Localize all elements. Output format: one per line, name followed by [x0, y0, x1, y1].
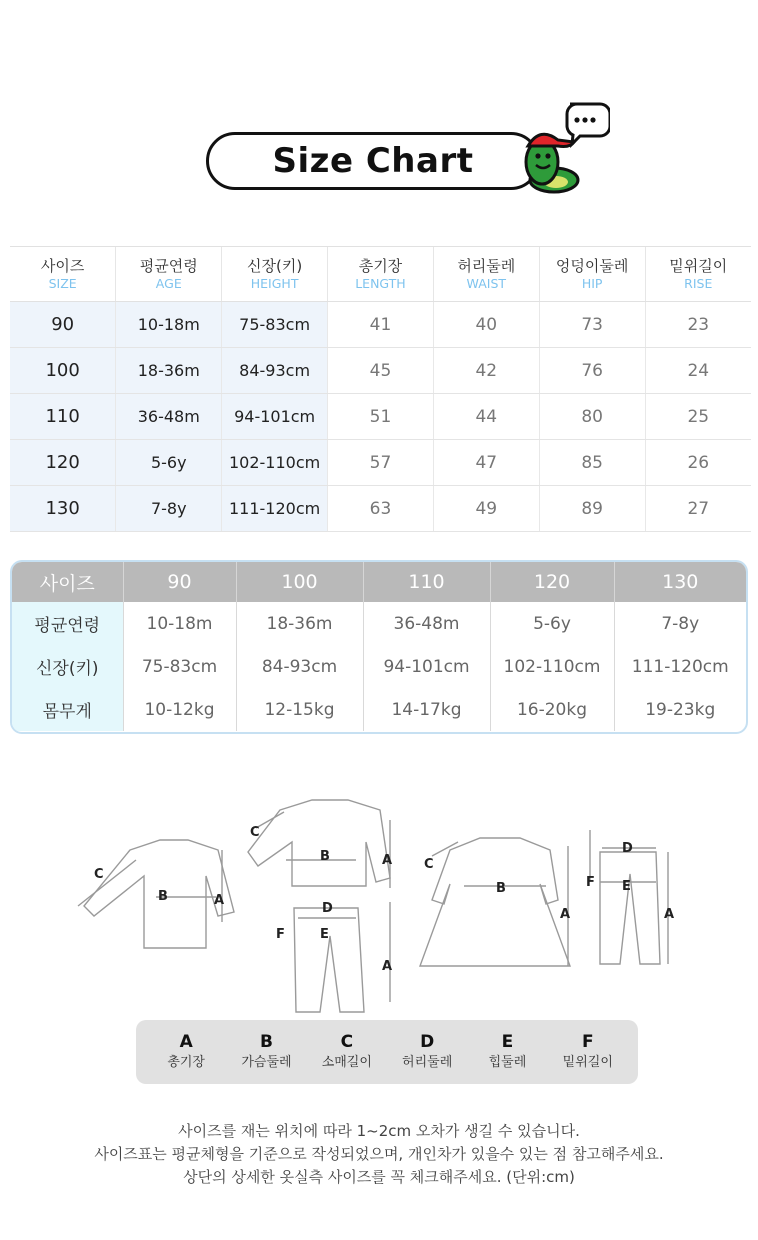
cell-age: 5-6y [116, 440, 222, 486]
cell-waist: 40 [433, 302, 539, 348]
table-row [10, 348, 751, 394]
guide-row-weight [12, 688, 746, 731]
cell-length: 45 [328, 348, 434, 394]
guide-size-90: 90 [123, 562, 236, 602]
cell-waist: 42 [433, 348, 539, 394]
page-title: Size Chart [272, 141, 474, 181]
cell-rise: 24 [645, 348, 751, 394]
caterpillar-mascot-icon [518, 100, 610, 196]
legend-item: F 밑위길이 [562, 1032, 613, 1070]
header-hip: 엉덩이둘레 HIP [539, 247, 645, 302]
guide-cell: 5-6y [490, 602, 614, 645]
svg-text:A: A [664, 907, 675, 922]
note-line: 상단의 상세한 옷실측 사이즈를 꼭 체크해주세요. (단위:cm) [183, 1168, 575, 1186]
table-row [10, 394, 751, 440]
svg-text:E: E [622, 879, 631, 894]
size-guide-card [10, 560, 748, 734]
header-height: 신장(키) HEIGHT [222, 247, 328, 302]
header-length: 총기장 LENGTH [328, 247, 434, 302]
size-measurement-table [10, 246, 751, 532]
note-line: 사이즈표는 평균체형을 기준으로 작성되었으며, 개인차가 있을수 있는 점 참고해주세요. [94, 1145, 664, 1163]
svg-text:B: B [496, 881, 506, 896]
cell-size: 110 [10, 394, 116, 440]
cell-height: 84-93cm [222, 348, 328, 394]
guide-cell: 7-8y [614, 602, 746, 645]
cell-height: 94-101cm [222, 394, 328, 440]
svg-text:A: A [214, 893, 225, 908]
guide-header-row [12, 562, 746, 602]
cell-length: 63 [328, 486, 434, 532]
table-row [10, 486, 751, 532]
cell-age: 7-8y [116, 486, 222, 532]
guide-cell: 16-20kg [490, 688, 614, 731]
svg-text:A: A [560, 907, 571, 922]
cell-rise: 27 [645, 486, 751, 532]
header-rise: 밑위길이 RISE [645, 247, 751, 302]
cell-rise: 25 [645, 394, 751, 440]
cell-waist: 44 [433, 394, 539, 440]
note-line: 사이즈를 재는 위치에 따라 1~2cm 오차가 생길 수 있습니다. [178, 1122, 580, 1140]
cell-waist: 47 [433, 440, 539, 486]
legend-item: C 소매길이 [321, 1032, 372, 1070]
measurement-legend [136, 1020, 638, 1084]
svg-text:C: C [94, 867, 104, 882]
svg-text:D: D [322, 901, 333, 916]
cell-waist: 49 [433, 486, 539, 532]
guide-size-120: 120 [490, 562, 614, 602]
measurement-diagram [60, 790, 700, 1020]
header-size: 사이즈 SIZE [10, 247, 116, 302]
guide-row-label: 평균연령 [12, 602, 123, 645]
guide-cell: 94-101cm [363, 645, 490, 688]
diagram-letters [94, 825, 674, 974]
size-guide-table [12, 562, 746, 731]
guide-row-label: 신장(키) [12, 645, 123, 688]
guide-size-100: 100 [236, 562, 363, 602]
leggings-illustration [600, 852, 660, 964]
guide-cell: 18-36m [236, 602, 363, 645]
cell-size: 120 [10, 440, 116, 486]
cell-hip: 85 [539, 440, 645, 486]
cell-size: 90 [10, 302, 116, 348]
svg-text:F: F [586, 875, 595, 890]
pants-illustration [294, 908, 364, 1012]
header-age: 평균연령 AGE [116, 247, 222, 302]
legend-item: E 힙둘레 [488, 1032, 527, 1070]
cell-age: 18-36m [116, 348, 222, 394]
svg-text:A: A [382, 853, 393, 868]
cell-hip: 73 [539, 302, 645, 348]
guide-cell: 36-48m [363, 602, 490, 645]
svg-text:E: E [320, 927, 329, 942]
guide-row-age [12, 602, 746, 645]
table-row [10, 440, 751, 486]
svg-text:A: A [382, 959, 393, 974]
table-row [10, 302, 751, 348]
guide-size-130: 130 [614, 562, 746, 602]
guide-cell: 102-110cm [490, 645, 614, 688]
cell-hip: 89 [539, 486, 645, 532]
cell-age: 36-48m [116, 394, 222, 440]
guide-size-110: 110 [363, 562, 490, 602]
cell-rise: 26 [645, 440, 751, 486]
cell-size: 130 [10, 486, 116, 532]
dress-illustration [420, 838, 570, 966]
svg-text:F: F [276, 927, 285, 942]
guide-cell: 14-17kg [363, 688, 490, 731]
cell-height: 111-120cm [222, 486, 328, 532]
legend-item: B 가슴둘레 [241, 1032, 292, 1070]
svg-text:C: C [424, 857, 434, 872]
guide-cell: 84-93cm [236, 645, 363, 688]
table-header-row [10, 247, 751, 302]
guide-cell: 111-120cm [614, 645, 746, 688]
cell-age: 10-18m [116, 302, 222, 348]
speech-bubble-icon [567, 104, 610, 144]
cell-height: 75-83cm [222, 302, 328, 348]
svg-text:C: C [250, 825, 260, 840]
guide-cell: 75-83cm [123, 645, 236, 688]
guide-row-height [12, 645, 746, 688]
guide-cell: 10-18m [123, 602, 236, 645]
cell-height: 102-110cm [222, 440, 328, 486]
svg-text:D: D [622, 841, 633, 856]
size-notes [0, 1120, 758, 1189]
sweatshirt-illustration [248, 800, 393, 886]
cell-rise: 23 [645, 302, 751, 348]
guide-cell: 12-15kg [236, 688, 363, 731]
guide-header-label: 사이즈 [12, 562, 123, 602]
cell-length: 51 [328, 394, 434, 440]
header-waist: 허리둘레 WAIST [433, 247, 539, 302]
cell-size: 100 [10, 348, 116, 394]
svg-text:B: B [320, 849, 330, 864]
cell-length: 57 [328, 440, 434, 486]
legend-item: D 허리둘레 [402, 1032, 453, 1070]
cell-hip: 76 [539, 348, 645, 394]
legend-item: A 총기장 [167, 1032, 205, 1070]
cell-hip: 80 [539, 394, 645, 440]
cell-length: 41 [328, 302, 434, 348]
guide-cell: 10-12kg [123, 688, 236, 731]
guide-row-label: 몸무게 [12, 688, 123, 731]
guide-cell: 19-23kg [614, 688, 746, 731]
svg-text:B: B [158, 889, 168, 904]
title-banner [206, 132, 540, 190]
